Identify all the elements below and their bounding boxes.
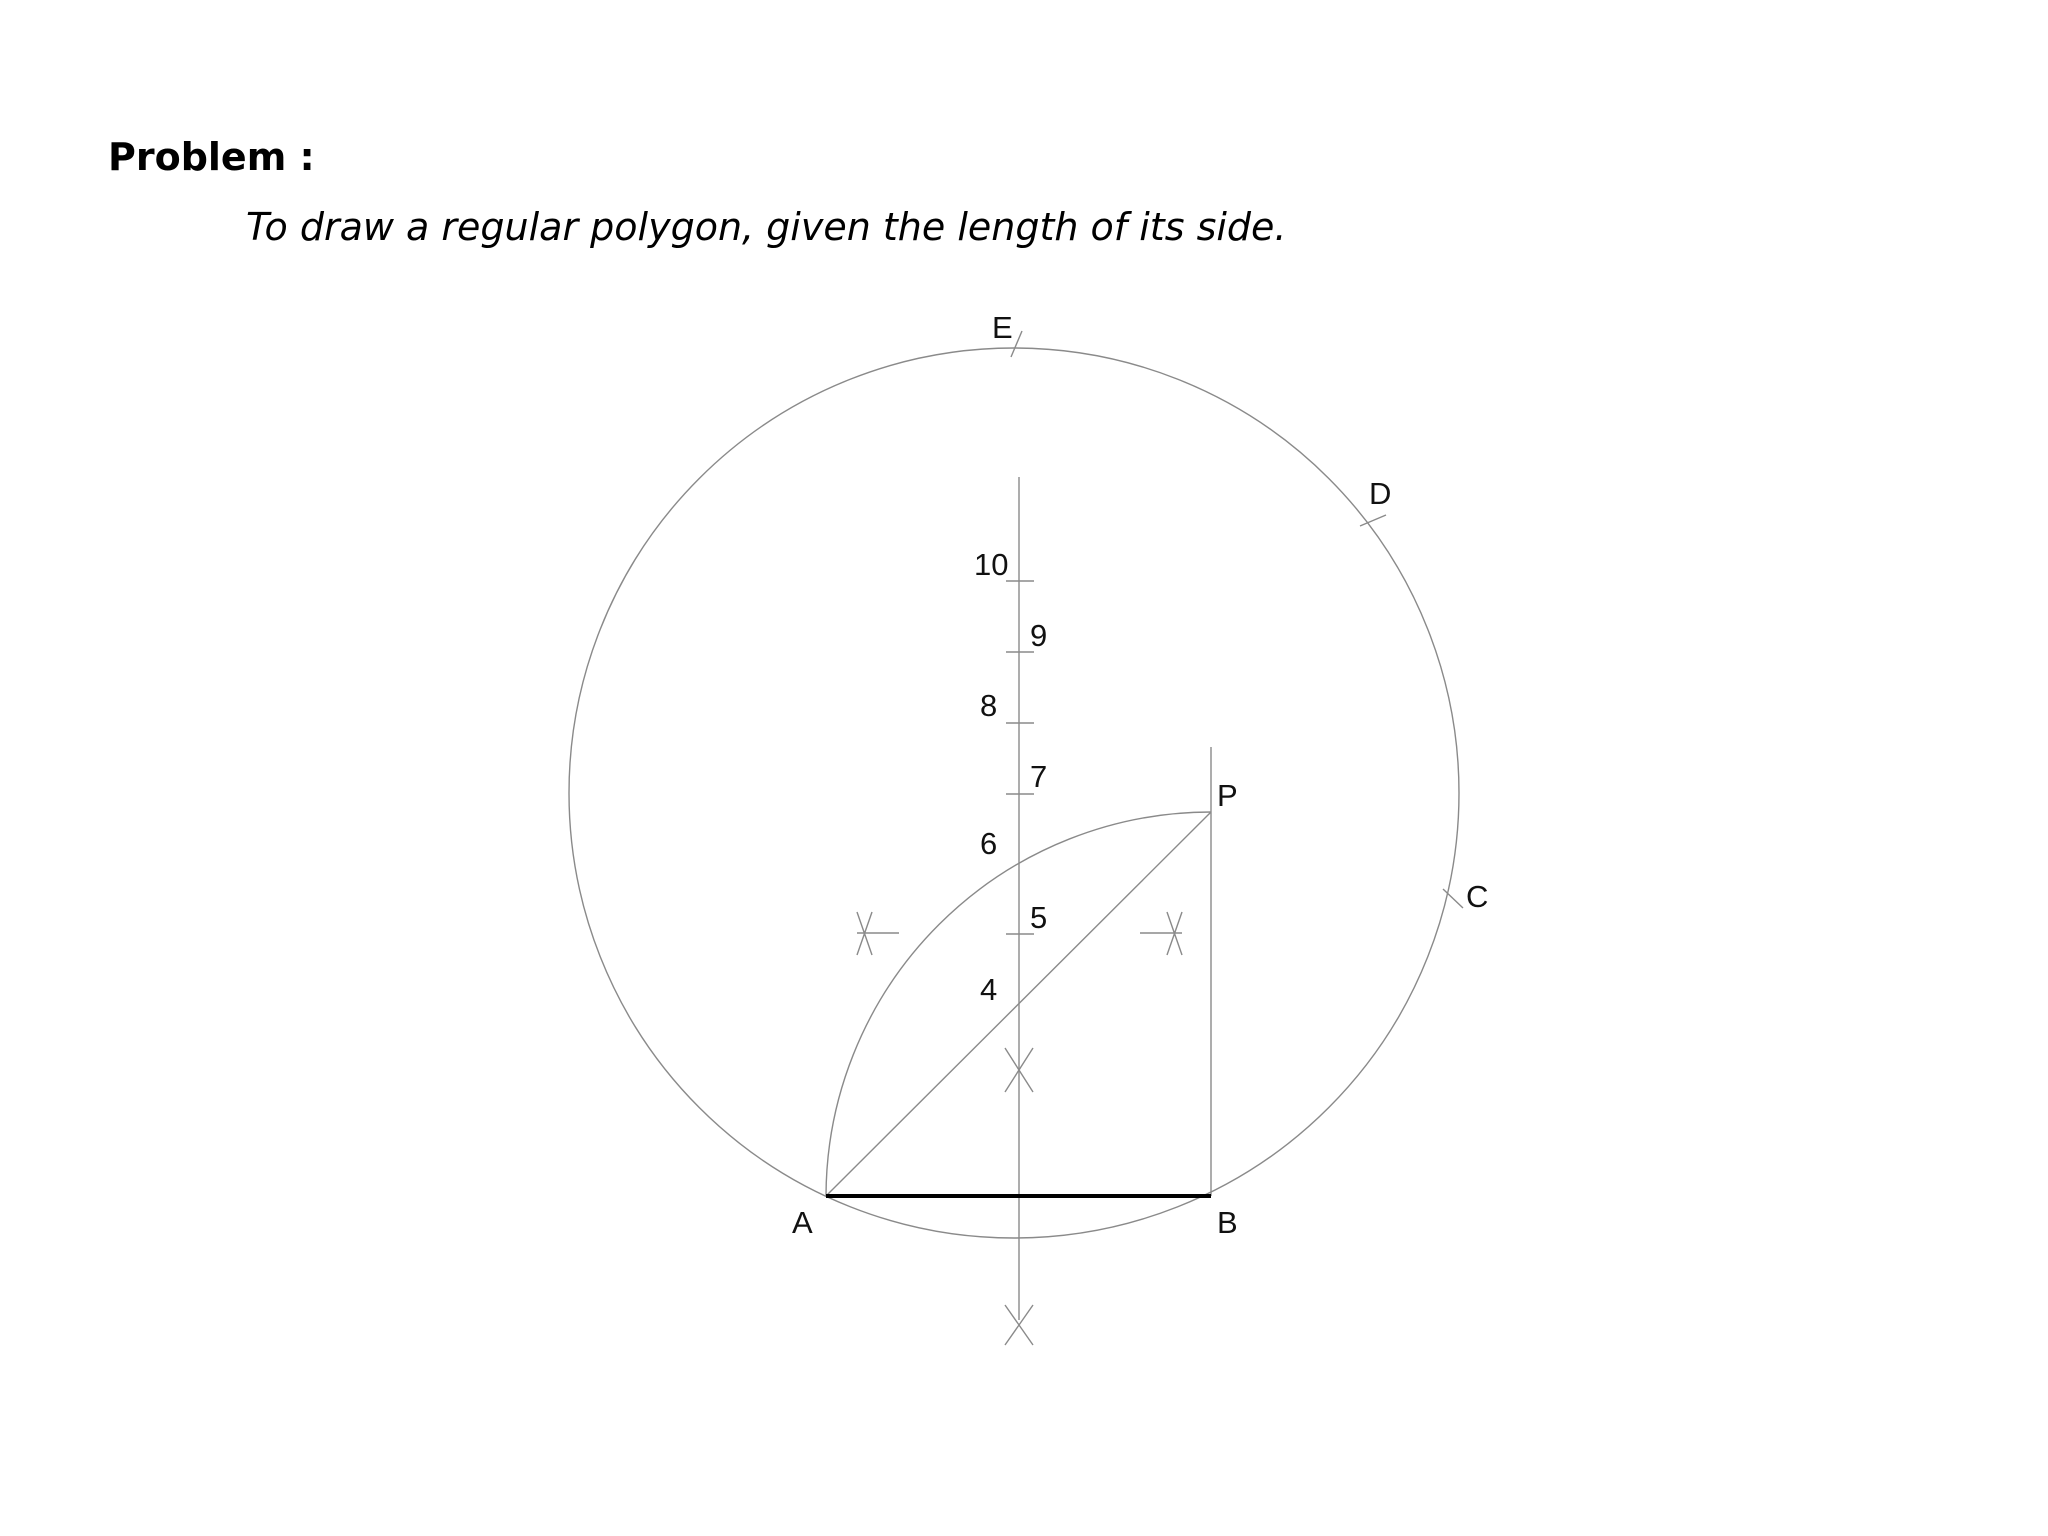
label-point-d: D bbox=[1369, 476, 1392, 511]
label-point-b: B bbox=[1217, 1205, 1238, 1240]
label-division-6: 6 bbox=[980, 826, 998, 861]
label-point-a: A bbox=[792, 1205, 813, 1240]
right-arc-marks bbox=[1140, 912, 1182, 955]
label-division-9: 9 bbox=[1030, 618, 1048, 653]
left-arc-marks bbox=[857, 912, 899, 955]
label-point-p: P bbox=[1217, 778, 1238, 813]
label-division-8: 8 bbox=[980, 688, 998, 723]
label-point-e: E bbox=[992, 310, 1013, 345]
circle-step-marks bbox=[1011, 331, 1463, 908]
label-division-10: 10 bbox=[974, 547, 1009, 582]
problem-statement: To draw a regular polygon, given the length of its side. bbox=[246, 205, 1287, 249]
problem-title: Problem : bbox=[108, 135, 315, 179]
circumscribed-circle bbox=[569, 348, 1459, 1238]
label-division-4: 4 bbox=[980, 972, 998, 1007]
label-point-c: C bbox=[1466, 879, 1489, 914]
label-division-7: 7 bbox=[1030, 759, 1048, 794]
label-division-5: 5 bbox=[1030, 900, 1048, 935]
